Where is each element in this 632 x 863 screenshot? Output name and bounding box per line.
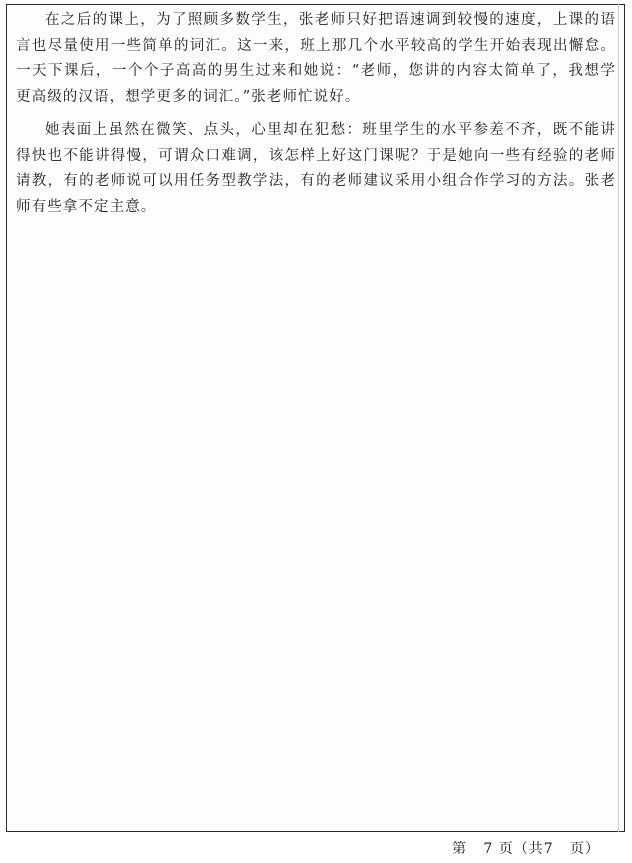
paragraph-1: 在之后的课上，为了照顾多数学生，张老师只好把语速调到较慢的速度，上课的语言也尽量使用一些简单的词汇。这一来，班上那几个水平较高的学生开始表现出懈怠。一天下课后，一个个子高高的男生过来和她说：“老师，您讲的内容太简单了，我想学更高级的汉语，想学更多的词汇。”张老师忙说好。 [16,12,616,105]
footer-page-suffix: 页（共 [498,841,544,857]
footer-total-suffix: 页） [570,841,601,857]
footer-total-pages: 7 [543,841,554,857]
paragraph-2: 她表面上虽然在微笑、点头，心里却在犯愁：班里学生的水平参差不齐，既不能讲得快也不能讲得慢，可谓众口难调，该怎样上好这门课呢？于是她向一些有经验的老师请教，有的老师说可以用任务型教学法，有的老师建议采用小组合作学习的方法。张老师有些拿不定主意。 [16,122,616,215]
footer-page-prefix: 第 [452,841,467,857]
footer-page-number: 7 [483,841,494,857]
scan-fold-line [618,4,619,832]
page-footer [452,838,600,858]
document-body [16,8,616,228]
